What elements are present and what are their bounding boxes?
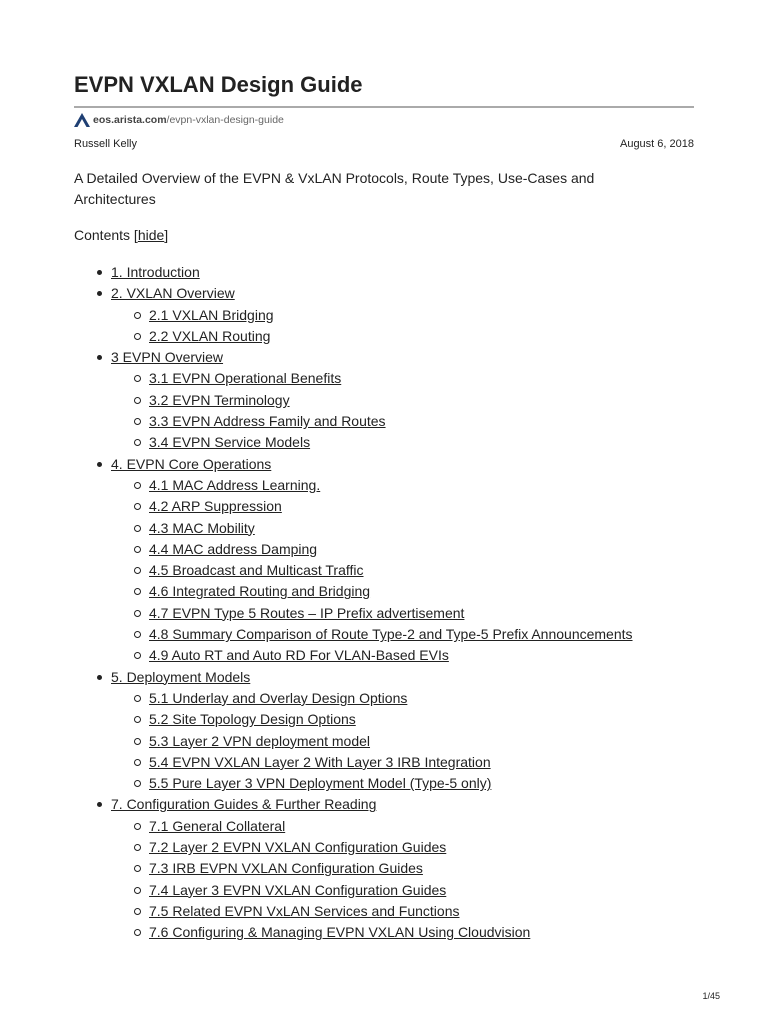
toc-subsection-item: [74, 837, 633, 858]
contents-label: Contents [: [74, 227, 138, 243]
document-subtitle: A Detailed Overview of the EVPN & VxLAN Protocols, Route Types, Use-Cases and Architectures: [74, 170, 595, 207]
contents-heading: [74, 227, 168, 243]
toc-link[interactable]: 3.4 EVPN Service Models: [149, 434, 311, 451]
toc-subsection-item: [74, 709, 633, 730]
toc-subsection-item: [74, 645, 633, 666]
toc-link[interactable]: 4.2 ARP Suppression: [149, 498, 282, 515]
toc-link[interactable]: 5.1 Underlay and Overlay Design Options: [149, 689, 408, 706]
publish-date: August 6, 2018: [619, 138, 694, 150]
toc-link[interactable]: 3.2 EVPN Terminology: [149, 391, 290, 408]
toc-subsection-item: [74, 305, 633, 326]
toc-section-item: [74, 667, 633, 688]
toc-link[interactable]: 3 EVPN Overview: [111, 349, 224, 366]
toc-link[interactable]: 4. EVPN Core Operations: [111, 455, 272, 472]
toc-link[interactable]: 7.2 Layer 2 EVPN VXLAN Configuration Guides: [149, 839, 447, 856]
toc-link[interactable]: 3.3 EVPN Address Family and Routes: [149, 413, 386, 430]
toc-subsection-item: [74, 368, 633, 389]
toc-subsection-item: [74, 816, 633, 837]
toc-subsection-item: [74, 390, 633, 411]
toc-link[interactable]: 4.7 EVPN Type 5 Routes – IP Prefix advertisement: [149, 604, 465, 621]
toc-link[interactable]: 5.5 Pure Layer 3 VPN Deployment Model (Type-5 only): [149, 775, 492, 792]
toc-subsection-item: [74, 496, 633, 517]
toc-section-item: [74, 283, 633, 304]
toc-link[interactable]: 7.1 General Collateral: [149, 817, 286, 834]
toc-subsection-item: [74, 880, 633, 901]
toc-link[interactable]: 5. Deployment Models: [111, 668, 251, 685]
toc-link[interactable]: 7. Configuration Guides & Further Reading: [111, 796, 377, 813]
toc-link[interactable]: 5.2 Site Topology Design Options: [149, 711, 356, 728]
page-title: EVPN VXLAN Design Guide: [74, 72, 363, 97]
contents-close-bracket: ]: [164, 227, 169, 243]
page-number: 1/45: [702, 991, 720, 1001]
toc-link[interactable]: 3.1 EVPN Operational Benefits: [149, 370, 342, 387]
toc-link[interactable]: 4.5 Broadcast and Multicast Traffic: [149, 562, 364, 579]
toc-subsection-item: [74, 560, 633, 581]
toc-subsection-item: [74, 688, 633, 709]
toc-subsection-item: [74, 731, 633, 752]
toc-section-item: [74, 454, 633, 475]
toc-link[interactable]: 4.9 Auto RT and Auto RD For VLAN-Based EVIs: [149, 647, 449, 664]
toc-link[interactable]: 4.6 Integrated Routing and Bridging: [149, 583, 371, 600]
toc-subsection-item: [74, 432, 633, 453]
toc-subsection-item: [74, 581, 633, 602]
toc-link[interactable]: 7.3 IRB EVPN VXLAN Configuration Guides: [149, 860, 423, 877]
toc-section-item: [74, 347, 633, 368]
toc-link[interactable]: 7.4 Layer 3 EVPN VXLAN Configuration Guides: [149, 881, 447, 898]
source-line: [74, 113, 284, 127]
toc-subsection-item: [74, 518, 633, 539]
toc-subsection-item: [74, 773, 633, 794]
toc-link[interactable]: 5.4 EVPN VXLAN Layer 2 With Layer 3 IRB Integration: [149, 753, 491, 770]
toc-link[interactable]: 4.8 Summary Comparison of Route Type-2 and Type-5 Prefix Announcements: [149, 626, 633, 643]
toc-link[interactable]: 4.4 MAC address Damping: [149, 540, 318, 557]
toc-link[interactable]: 4.1 MAC Address Learning.: [149, 476, 321, 493]
toc-subsection-item: [74, 326, 633, 347]
table-of-contents: [74, 262, 633, 944]
arista-logo-icon: [74, 113, 90, 127]
toc-section-item: [74, 262, 633, 283]
toc-link[interactable]: 4.3 MAC Mobility: [149, 519, 255, 536]
toc-subsection-item: [74, 603, 633, 624]
hide-contents-link[interactable]: hide: [137, 227, 165, 243]
toc-link[interactable]: 2.1 VXLAN Bridging: [149, 306, 274, 323]
toc-link[interactable]: 1. Introduction: [111, 264, 200, 280]
toc-subsection-item: [74, 539, 633, 560]
toc-link[interactable]: 5.3 Layer 2 VPN deployment model: [149, 732, 371, 749]
toc-subsection-item: [74, 475, 633, 496]
toc-subsection-item: [74, 752, 633, 773]
toc-subsection-item: [74, 624, 633, 645]
toc-subsection-item: [74, 858, 633, 879]
source-domain[interactable]: eos.arista.com: [93, 114, 167, 126]
toc-section-item: [74, 794, 633, 815]
toc-subsection-item: [74, 411, 633, 432]
title-divider: [74, 106, 694, 108]
source-path[interactable]: /evpn-vxlan-design-guide: [166, 114, 284, 126]
toc-link[interactable]: 2.2 VXLAN Routing: [149, 327, 271, 344]
toc-link[interactable]: 7.5 Related EVPN VxLAN Services and Functions: [149, 902, 460, 919]
toc-link[interactable]: 7.6 Configuring & Managing EVPN VXLAN Using Cloudvision: [149, 924, 531, 941]
toc-subsection-item: [74, 901, 633, 922]
toc-subsection-item: [74, 922, 633, 943]
toc-link[interactable]: 2. VXLAN Overview: [111, 285, 235, 302]
author-name: Russell Kelly: [74, 138, 137, 150]
